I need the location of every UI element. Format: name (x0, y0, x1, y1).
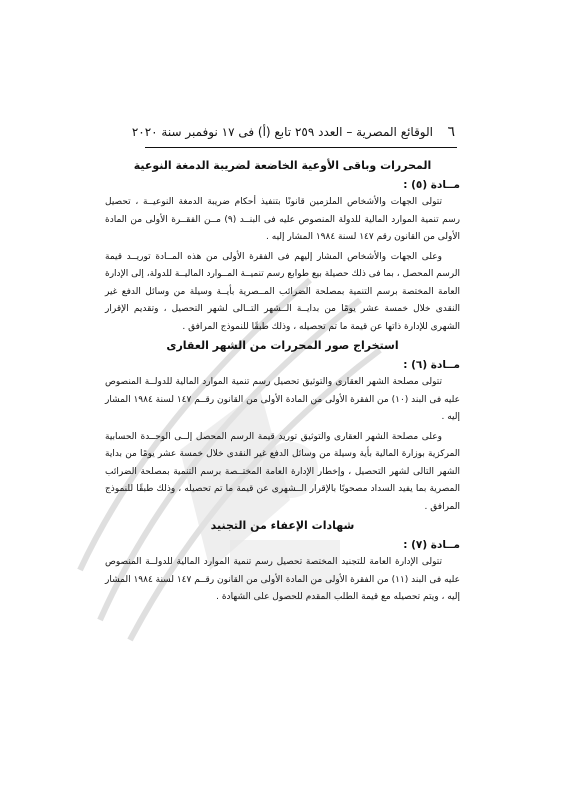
section-title: المحررات وباقى الأوعية الخاضعة لضريبة الدمغة النوعية (133, 159, 432, 172)
gazette-header-title: الوقائع المصرية – العدد ٢٥٩ تابع (أ) فى ١٧ نوفمبر سنة ٢٠٢٠ (131, 125, 433, 139)
section (105, 336, 460, 516)
paragraph: وعلى مصلحة الشهر العقارى والتوثيق توريد قيمة الرسم المحصل إلــى الوحــدة الحسابية المركزية بوزارة المالية بأية وسيلة من وسائل الدفع غير النقدى خلال خمسة عشر يومًا من بداية الشهر التالى لشهر التحصيل ، وإخطار الإدارة العامة المختــصة برسم التنمية بمصلحة الضرائب المصرية بما يفيد السداد مصحوبًا بالإقرار الــشهرى عن قيمة ما تم تحصيله ، وذلك طبقًا للنموذج المرافق . (105, 431, 460, 512)
header-rule (145, 147, 457, 148)
paragraph: تتولى الإدارة العامة للتجنيد المختصة تحصيل رسم تنمية الموارد المالية للدولــة المنصوص عليه فى البند (١١) من الفقرة الأولى من المادة الأولى من القانون رقــم ١٤٧ لسنة ١٩٨٤ المشار إليه ، ويتم تحصيله مع قيمة الطلب المقدم للحصول على الشهادة . (105, 557, 460, 602)
article-heading: مــادة (٥) : (403, 179, 460, 191)
section (105, 156, 460, 336)
page-number: ٦ (447, 124, 455, 140)
section (105, 516, 460, 607)
section-title: شهادات الإعفاء من التجنيد (210, 519, 355, 532)
paragraph: تتولى الجهات والأشخاص الملزمين قانونًا بتنفيذ أحكام ضريبة الدمغة النوعيــة ، تحصيل رسم تنمية الموارد المالية للدولة المنصوص عليه فى البنــد (٩) مــن الفقــرة الأولى من المادة الأولى من القانون رقم ١٤٧ لسنة ١٩٨٤ المشار إليه . (105, 197, 460, 242)
article-heading: مــادة (٦) : (403, 359, 460, 371)
page-header (0, 124, 565, 144)
document-body (105, 156, 460, 607)
paragraph: تتولى مصلحة الشهر العقارى والتوثيق تحصيل رسم تنمية الموارد المالية للدولــة المنصوص عليه فى البند (١٠) من الفقرة الأولى من المادة الأولى من القانون رقــم ١٤٧ لسنة ١٩٨٤ المشار إليه . (105, 377, 460, 422)
paragraph: وعلى الجهات والأشخاص المشار إليهم فى الفقرة الأولى من هذه المــادة توريــد قيمة الرسم المحصل ، بما فى ذلك حصيلة بيع طوابع رسم تنميــة المــوارد الماليــة للدولة، إلى الإدارة العامة المختصة برسم التنمية بمصلحة الضرائب المــصرية بأيــة وسيلة من وسائل الدفع غير النقدى خلال خمسة عشر يومًا من بدايــة الــشهر التــالى لشهر التحصيل ، وتقديم الإقرار الشهرى للإدارة ذاتها عن قيمة ما تم تحصيله ، وذلك طبقًا للنموذج المرافق . (105, 251, 460, 332)
article-heading: مــادة (٧) : (403, 539, 460, 551)
section-title: استخراج صور المحررات من الشهر العقارى (166, 339, 399, 352)
